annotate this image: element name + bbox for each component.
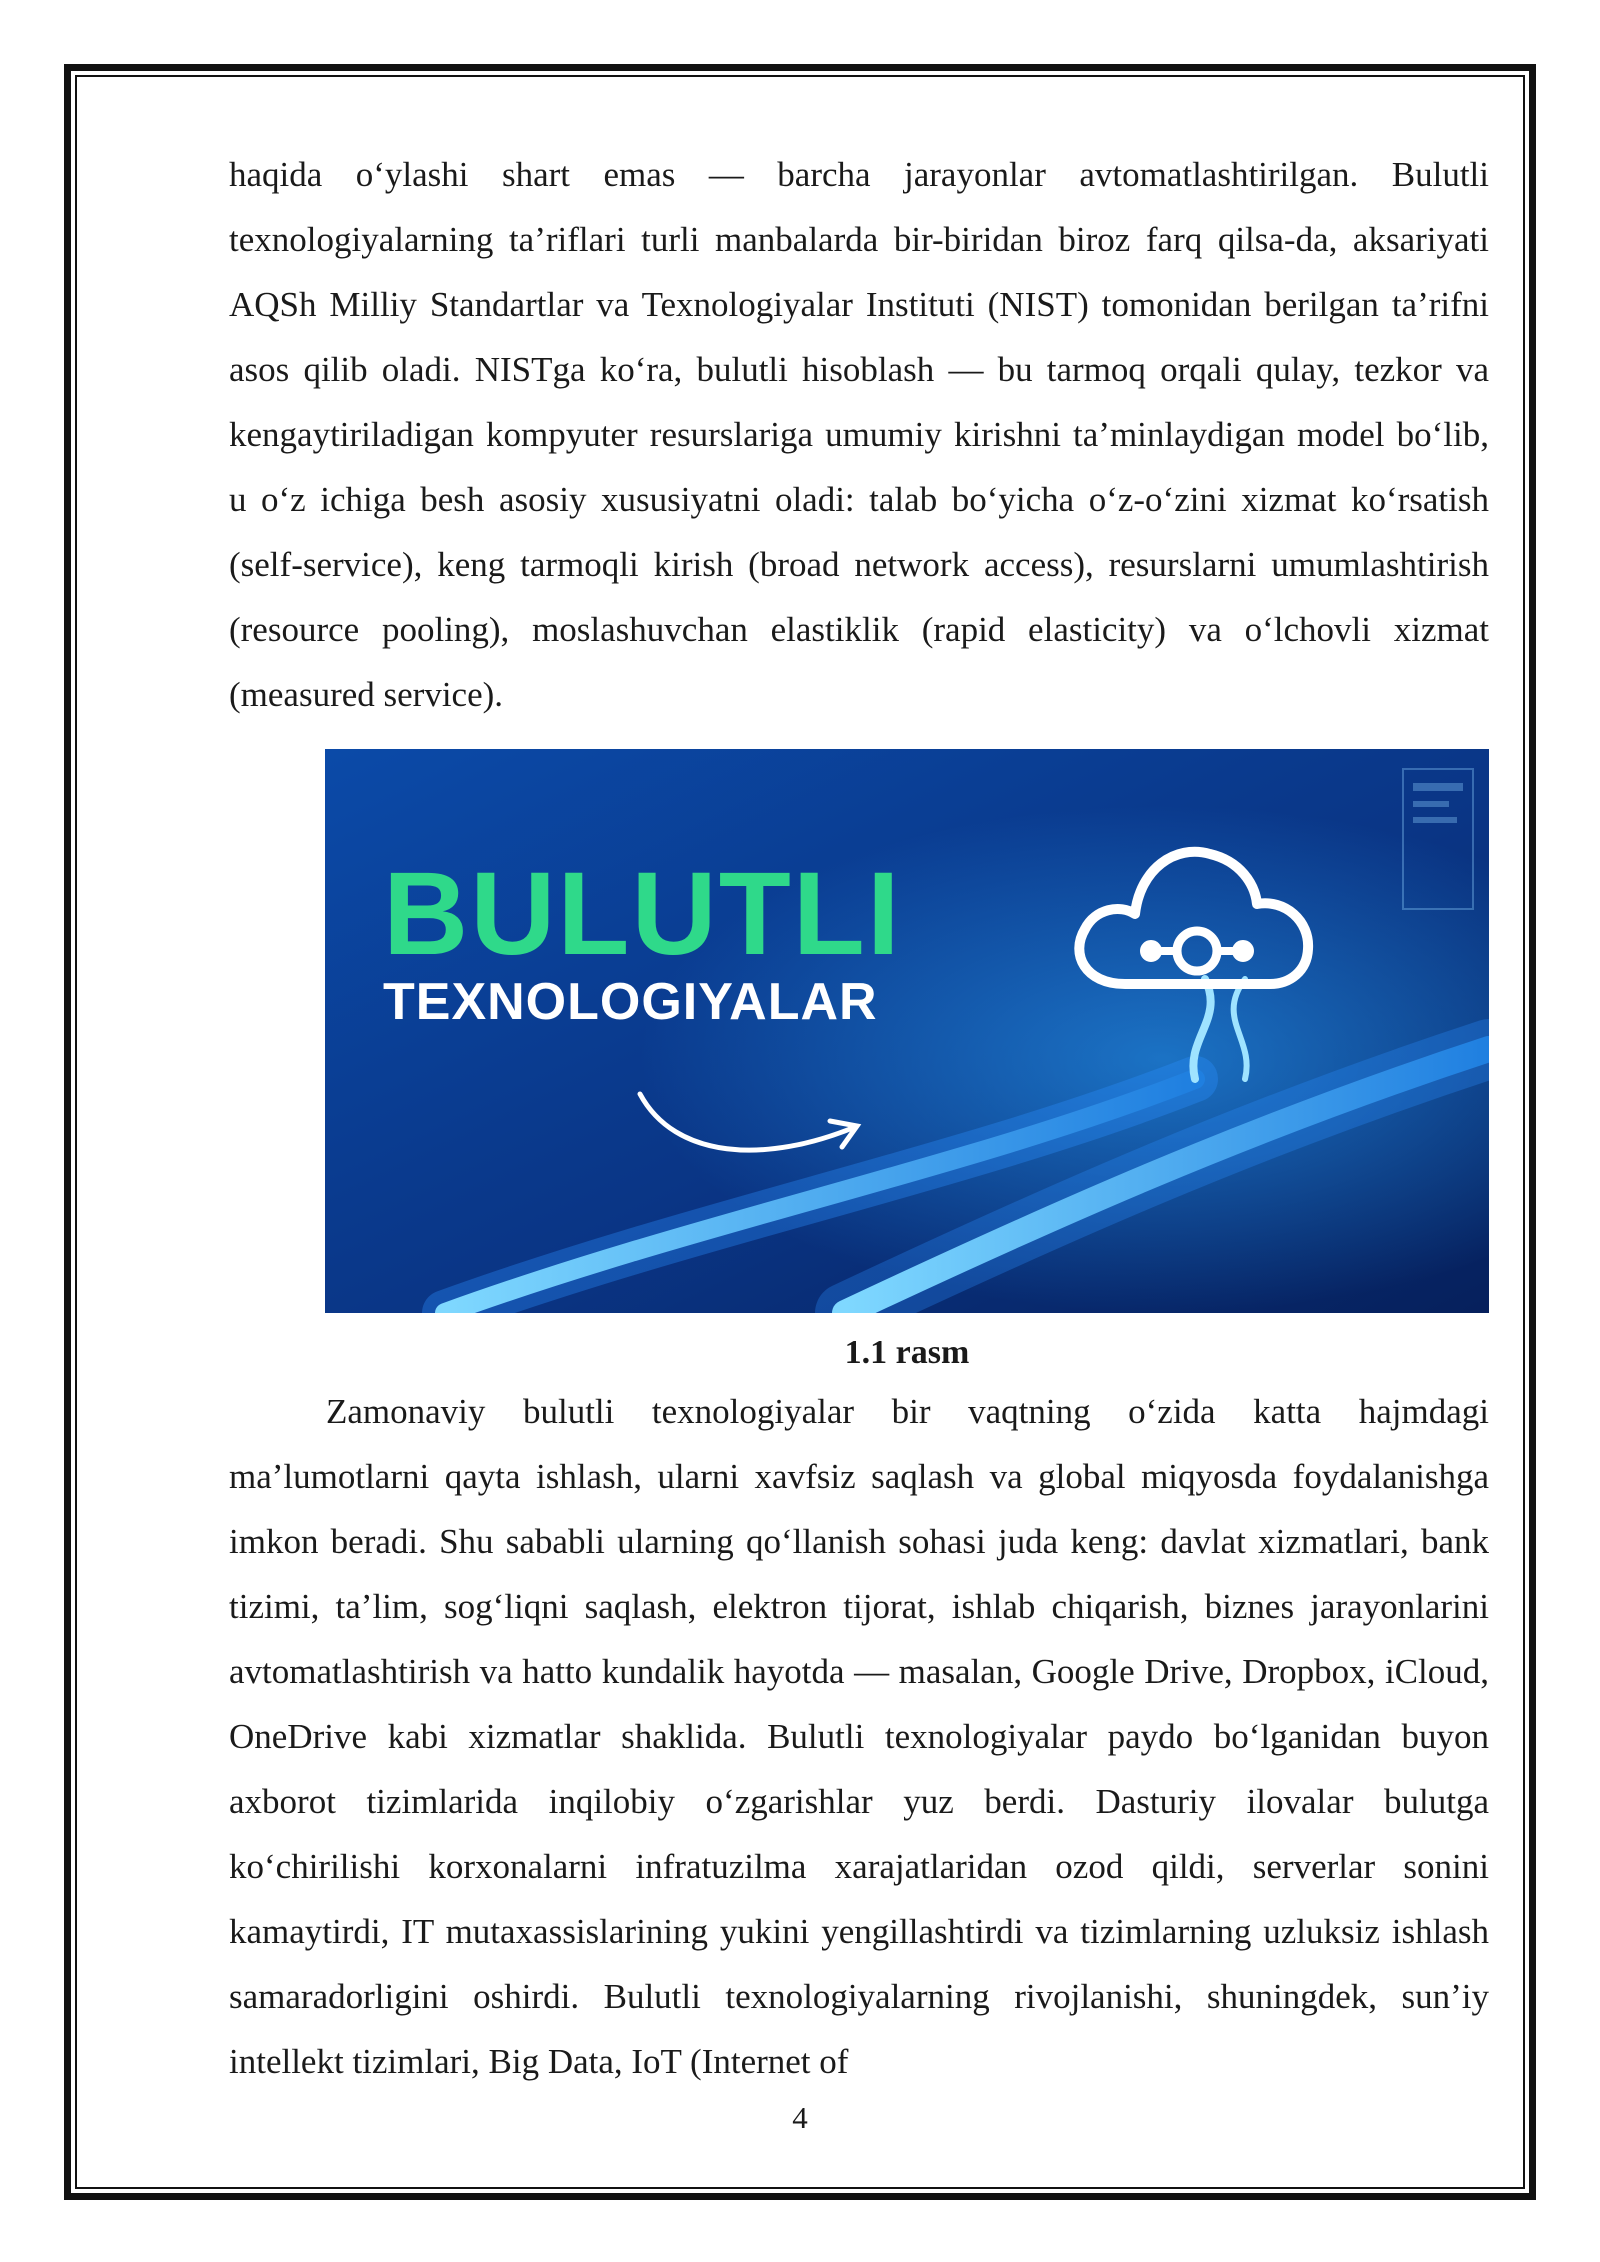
figure-cloud-technologies [325, 749, 1489, 1313]
paragraph-nist-definition: haqida o‘ylashi shart emas — barcha jarayonlar avtomatlashtirilgan. Bulutli texnologiyalarning ta’riflari turli manbalarda bir-biridan biroz farq qilsa-da, aksariyati AQSh Milliy Standartlar va Texnologiyalar Instituti (NIST) tomonidan berilgan ta’rifni asos qilib oladi. NISTga ko‘ra, bulutli hisoblash — bu tarmoq orqali qulay, tezkor va kengaytiriladigan kompyuter resurslariga umumiy kirishni ta’minlaydigan model bo‘lib, u o‘z ichiga besh asosiy xususiyatni oladi: talab bo‘yicha o‘z-o‘zini xizmat ko‘rsatish (self-service), keng tarmoqli kirish (broad network access), resurslarni umumlashtirish (resource pooling), moslashuvchan elastiklik (rapid elasticity) va o‘lchovli xizmat (measured service). [229, 155, 1489, 714]
cloud-technologies-illustration [325, 749, 1489, 1313]
figure-caption: 1.1 rasm [844, 1334, 970, 1371]
paragraph-modern-cloud: Zamonaviy bulutli texnologiyalar bir vaqtning o‘zida katta hajmdagi ma’lumotlarni qayta ishlash, ularni xavfsiz saqlash va global miqyosda foydalanishga imkon beradi. Shu sababli ularning qo‘llanish sohasi juda keng: davlat xizmatlari, bank tizimi, ta’lim, sog‘liqni saqlash, elektron tijorat, ishlab chiqarish, biznes jarayonlarini avtomatlashtirish va hatto kundalik hayotda — masalan, Google Drive, Dropbox, iCloud, OneDrive kabi xizmatlar shaklida. Bulutli texnologiyalar paydo bo‘lganidan buyon axborot tizimlarida inqilobiy o‘zgarishlar yuz berdi. Dasturiy ilovalar bulutga ko‘chirilishi korxonalarni infratuzilma xarajatlaridan ozod qildi, serverlar sonini kamaytirdi, IT mutaxassislarining yukini yengillashtirdi va tizimlarning uzluksiz ishlash samaradorligini oshirdi. Bulutli texnologiyalarning rivojlanishi, shuningdek, sun’iy intellekt tizimlari, Big Data, IoT (Internet of [229, 1392, 1489, 2081]
figure-title-line1: BULUTLI [383, 848, 902, 980]
page-content [229, 142, 1489, 2094]
figure-title-line2: TEXNOLOGIYALAR [383, 973, 878, 1031]
page-number: 4 [792, 2100, 808, 2135]
